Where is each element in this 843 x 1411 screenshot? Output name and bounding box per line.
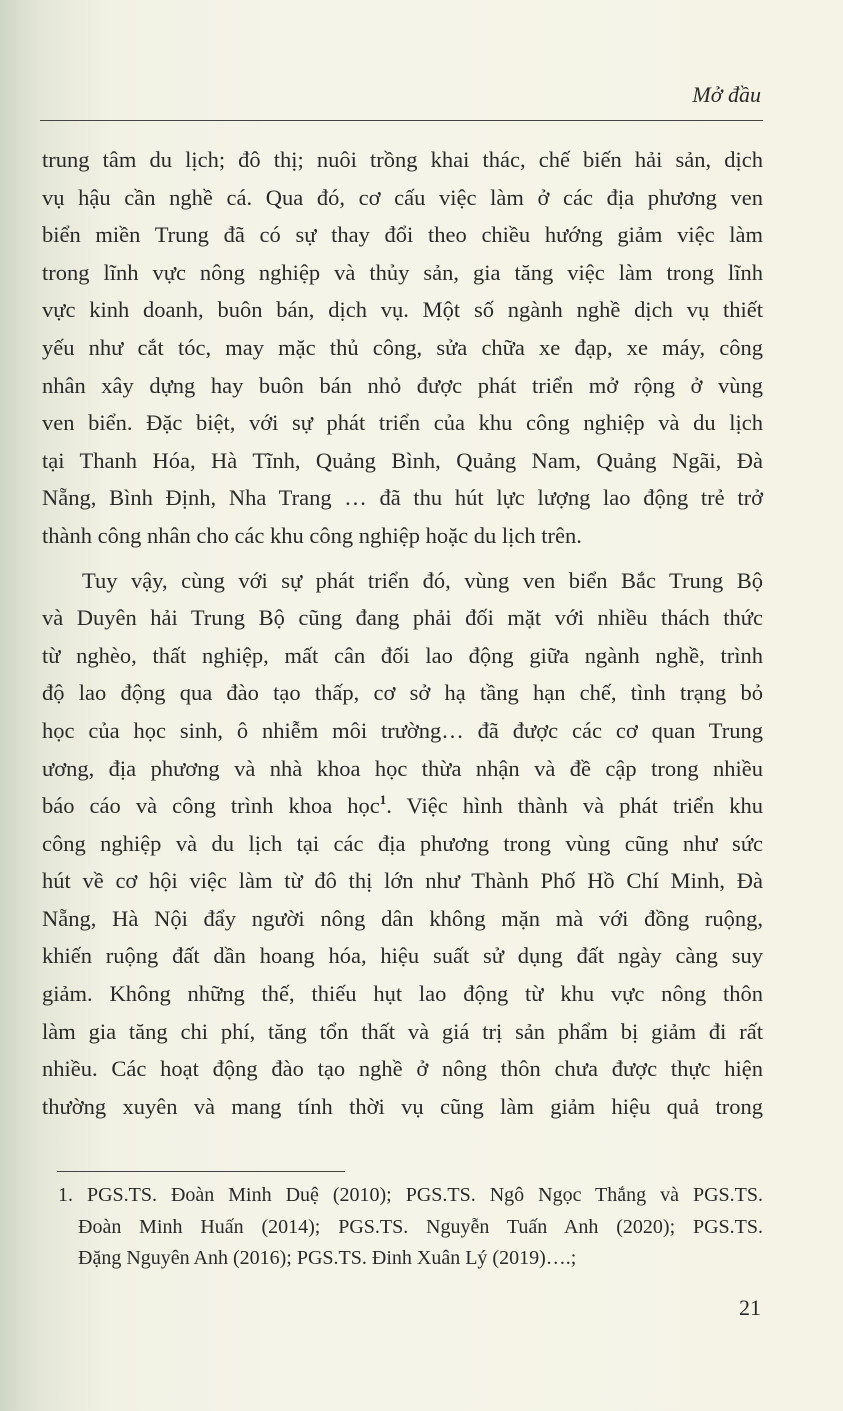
- text-line: thường xuyên và mang tính thời vụ cũng làm giảm hiệu quả trong: [42, 1093, 763, 1119]
- text-line: nhân xây dựng hay buôn bán nhỏ được phát triển mở rộng ở vùng: [42, 372, 763, 398]
- header-rule: [40, 120, 763, 121]
- text-line: độ lao động qua đào tạo thấp, cơ sở hạ tầng hạn chế, tình trạng bỏ: [42, 680, 763, 706]
- text-line: ương, địa phương và nhà khoa học thừa nhận và đề cập trong nhiều: [42, 755, 763, 781]
- text-line: ven biển. Đặc biệt, với sự phát triển của khu công nghiệp và du lịch: [42, 410, 763, 436]
- text-line: Tuy vậy, cùng với sự phát triển đó, vùng ven biển Bắc Trung Bộ: [82, 567, 763, 593]
- text-line: học của học sinh, ô nhiễm môi trường… đã được các cơ quan Trung: [42, 717, 763, 743]
- text-line: yếu như cắt tóc, may mặc thủ công, sửa chữa xe đạp, xe máy, công: [42, 334, 763, 360]
- paragraph: [42, 141, 763, 555]
- text-line: Nẵng, Bình Định, Nha Trang … đã thu hút lực lượng lao động trẻ trở: [42, 485, 763, 511]
- text-line: biển miền Trung đã có sự thay đổi theo chiều hướng giảm việc làm: [42, 222, 763, 248]
- text-line: công nghiệp và du lịch tại các địa phương trong vùng cũng như sức: [42, 830, 763, 856]
- text-line: hút về cơ hội việc làm từ đô thị lớn như Thành Phố Hồ Chí Minh, Đà: [42, 868, 763, 894]
- text-line: và Duyên hải Trung Bộ cũng đang phải đối mặt với nhiều thách thức: [42, 605, 763, 631]
- text-line: vực kinh doanh, buôn bán, dịch vụ. Một số ngành nghề dịch vụ thiết: [42, 297, 763, 323]
- text-line: trong lĩnh vực nông nghiệp và thủy sản, gia tăng việc làm trong lĩnh: [42, 259, 763, 285]
- footnote-line: 1. PGS.TS. Đoàn Minh Duệ (2010); PGS.TS. Ngô Ngọc Thắng và PGS.TS.: [58, 1184, 763, 1206]
- text-segment: . Việc hình thành và phát triển khu: [386, 793, 763, 819]
- footnote: [58, 1180, 763, 1275]
- text-line: [42, 787, 763, 825]
- body-text: [42, 141, 763, 1125]
- text-line: tại Thanh Hóa, Hà Tĩnh, Quảng Bình, Quảng Nam, Quảng Ngãi, Đà: [42, 447, 763, 473]
- text-line: giảm. Không những thế, thiếu hụt lao động từ khu vực nông thôn: [42, 981, 763, 1007]
- text-line: khiến ruộng đất dần hoang hóa, hiệu suất sử dụng đất ngày càng suy: [42, 943, 763, 969]
- text-line: làm gia tăng chi phí, tăng tổn thất và giá trị sản phẩm bị giảm đi rất: [42, 1018, 763, 1044]
- footnote-separator: [57, 1171, 345, 1172]
- text-line: từ nghèo, thất nghiệp, mất cân đối lao động giữa ngành nghề, trình: [42, 642, 763, 668]
- text-segment: báo cáo và công trình khoa học: [42, 793, 380, 819]
- page-number: 21: [739, 1295, 761, 1320]
- footnote-line: Đoàn Minh Huấn (2014); PGS.TS. Nguyễn Tuấn Anh (2020); PGS.TS.: [78, 1215, 763, 1238]
- footnote-reference[interactable]: 1: [379, 792, 387, 808]
- text-line: nhiều. Các hoạt động đào tạo nghề ở nông thôn chưa được thực hiện: [42, 1056, 763, 1082]
- text-line: Nẵng, Hà Nội đẩy người nông dân không mặn mà với đồng ruộng,: [42, 905, 763, 931]
- footnote-line: Đặng Nguyên Anh (2016); PGS.TS. Đinh Xuân Lý (2019)….;: [78, 1247, 577, 1269]
- paragraph: [42, 562, 763, 1126]
- text-line: thành công nhân cho các khu công nghiệp hoặc du lịch trên.: [42, 522, 582, 548]
- text-line: vụ hậu cần nghề cá. Qua đó, cơ cấu việc làm ở các địa phương ven: [42, 184, 763, 210]
- text-line: trung tâm du lịch; đô thị; nuôi trồng khai thác, chế biến hải sản, dịch: [42, 147, 763, 172]
- running-header-title: Mở đầu: [692, 82, 761, 107]
